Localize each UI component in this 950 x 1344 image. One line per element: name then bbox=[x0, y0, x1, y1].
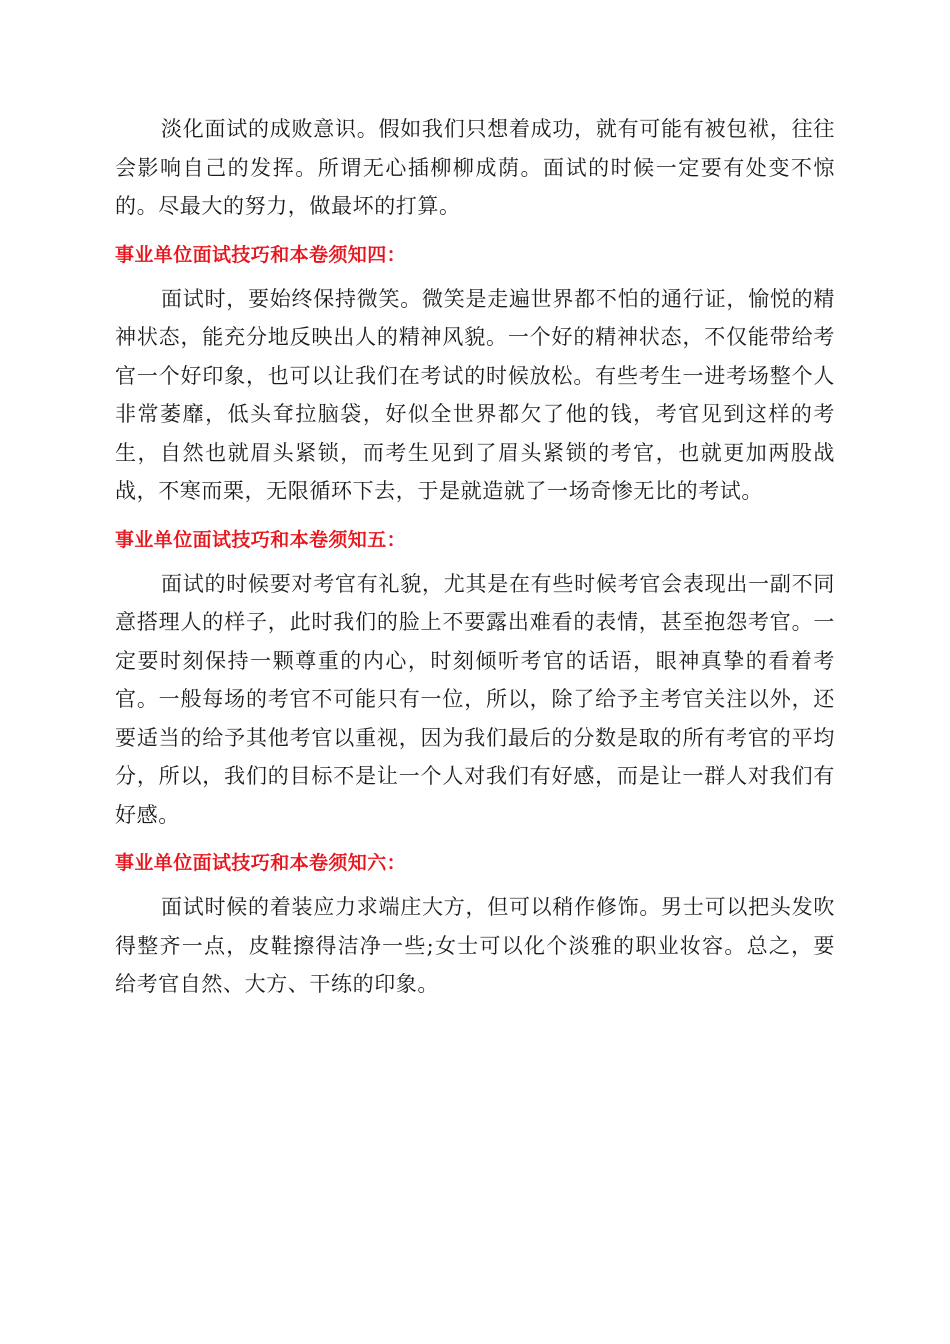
paragraph-politeness: 面试的时候要对考官有礼貌，尤其是在有些时候考官会表现出一副不同意搭理人的样子，此时我们的脸上不要露出难看的表情，甚至抱怨考官。一定要时刻保持一颗尊重的内心，时刻倾听考官的话语，眼神真挚的看着考官。一般每场的考官不可能只有一位，所以，除了给予主考官关注以外，还要适当的给予其他考官以重视，因为我们最后的分数是取的所有考官的平均分，所以，我们的目标不是让一个人对我们有好感，而是让一群人对我们有好感。 bbox=[115, 571, 835, 827]
document-page bbox=[115, 110, 835, 1004]
heading-tip-four: 事业单位面试技巧和本卷须知四： bbox=[115, 243, 407, 266]
heading-tip-five: 事业单位面试技巧和本卷须知五： bbox=[115, 528, 407, 551]
paragraph-attire: 面试时候的着装应力求端庄大方，但可以稍作修饰。男士可以把头发吹得整齐一点，皮鞋擦得洁净一些;女士可以化个淡雅的职业妆容。总之，要给考官自然、大方、干练的印象。 bbox=[115, 895, 835, 996]
paragraph-success-mindset: 淡化面试的成败意识。假如我们只想着成功，就有可能有被包袱，往往会影响自己的发挥。所谓无心插柳柳成荫。面试的时候一定要有处变不惊的。尽最大的努力，做最坏的打算。 bbox=[115, 117, 835, 218]
heading-tip-six: 事业单位面试技巧和本卷须知六： bbox=[115, 852, 407, 874]
paragraph-smile: 面试时，要始终保持微笑。微笑是走遍世界都不怕的通行证，愉悦的精神状态，能充分地反映出人的精神风貌。一个好的精神状态，不仅能带给考官一个好印象，也可以让我们在考试的时候放松。有些考生一进考场整个人非常萎靡，低头耷拉脑袋，好似全世界都欠了他的钱，考官见到这样的考生，自然也就眉头紧锁，而考生见到了眉头紧锁的考官，也就更加两股战战，不寒而栗，无限循环下去，于是就造就了一场奇惨无比的考试。 bbox=[115, 286, 835, 503]
